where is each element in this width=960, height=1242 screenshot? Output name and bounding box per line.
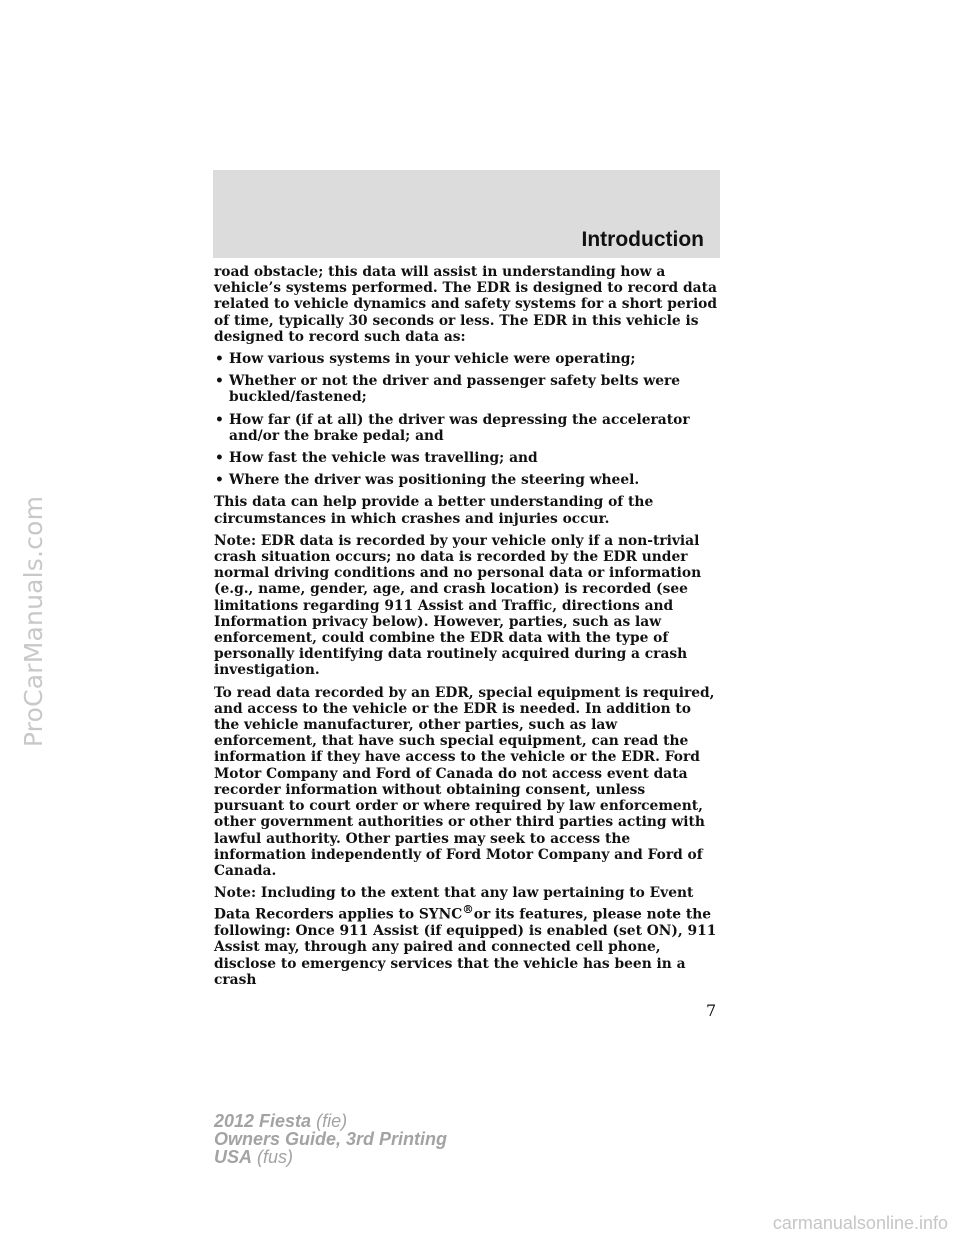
sync-note-end: or its features, please note the following: Once 911 Assist (if equipped) is enabled (set ON), 911 Assist may, through any paired and connected cell phone, disclose to emergency services that the vehicle has been in a crash	[214, 906, 717, 988]
intro-paragraph: road obstacle; this data will assist in understanding how a vehicle’s systems performed. The EDR is designed to record data related to vehicle dynamics and safety systems for a short period of time, typically 30 seconds or less. The EDR in this vehicle is designed to record such data as:	[214, 264, 718, 345]
bullet-icon: •	[215, 373, 224, 390]
list-item	[214, 373, 719, 405]
footer-line-model	[214, 1112, 447, 1130]
edr-data-list	[214, 351, 719, 488]
page-body	[214, 264, 719, 994]
page-number: 7	[706, 1001, 717, 1020]
bullet-icon: •	[215, 351, 224, 368]
paragraph-edr-access: To read data recorded by an EDR, special equipment is required, and access to the vehicle or the EDR is needed. In addition to the vehicle manufacturer, other parties, such as law enforcement, that have such special equipment, can read the information if they have access to the vehicle or the EDR. Ford Motor Company and Ford of Canada do not access event data recorder information without obtaining consent, unless pursuant to court order or where required by law enforcement, other government authorities or other third parties acting with lawful authority. Other parties may seek to access the information independently of Ford Motor Company and Ford of Canada.	[214, 684, 715, 879]
sync-note-start: Note: Including to the extent that any law pertaining to Event Data Recorders applies to SYNC	[214, 885, 694, 923]
list-item-text: Whether or not the driver and passenger safety belts were buckled/fastened;	[229, 373, 681, 406]
section-title: Introduction	[581, 228, 704, 251]
list-item-text: Where the driver was positioning the steering wheel.	[229, 472, 640, 489]
list-item-text: How various systems in your vehicle were operating;	[229, 351, 636, 368]
bullet-icon: •	[215, 472, 224, 489]
registered-mark: ®	[462, 902, 474, 917]
list-item-text: How far (if at all) the driver was depressing the accelerator and/or the brake pedal; and	[229, 411, 690, 444]
footer-line-market	[214, 1148, 447, 1166]
site-watermark: carmanualsonline.info	[772, 1213, 948, 1233]
side-watermark	[14, 0, 54, 1242]
bullet-icon: •	[215, 450, 224, 467]
list-item	[214, 472, 719, 488]
side-watermark-text: ProCarManuals.com	[19, 495, 49, 747]
list-item	[214, 351, 719, 367]
paragraph-edr-note: Note: EDR data is recorded by your vehicle only if a non-trivial crash situation occurs; no data is recorded by the EDR under normal driving conditions and no personal data or information (e.g., name, gender, age, and crash location) is recorded (see limitations regarding 911 Assist and Traffic, directions and Information privacy below). However, parties, such as law enforcement, could combine the EDR data with the type of personally identifying data routinely acquired during a crash investigation.	[214, 532, 702, 679]
list-item-text: How fast the vehicle was travelling; and	[229, 450, 538, 467]
list-item	[214, 412, 719, 444]
document-footer	[214, 1112, 447, 1166]
footer-model-code: (fie)	[316, 1111, 348, 1131]
paragraph-edr-benefit: This data can help provide a better understanding of the circumstances in which crashes and injuries occur.	[214, 494, 654, 527]
bullet-icon: •	[215, 411, 224, 428]
footer-market: USA	[214, 1147, 253, 1167]
list-item	[214, 450, 719, 466]
footer-line-guide: Owners Guide, 3rd Printing	[214, 1129, 448, 1149]
footer-market-code: (fus)	[257, 1147, 294, 1167]
paragraph-sync-note	[214, 885, 719, 988]
footer-model: 2012 Fiesta	[214, 1111, 312, 1131]
section-header-band	[213, 170, 720, 258]
